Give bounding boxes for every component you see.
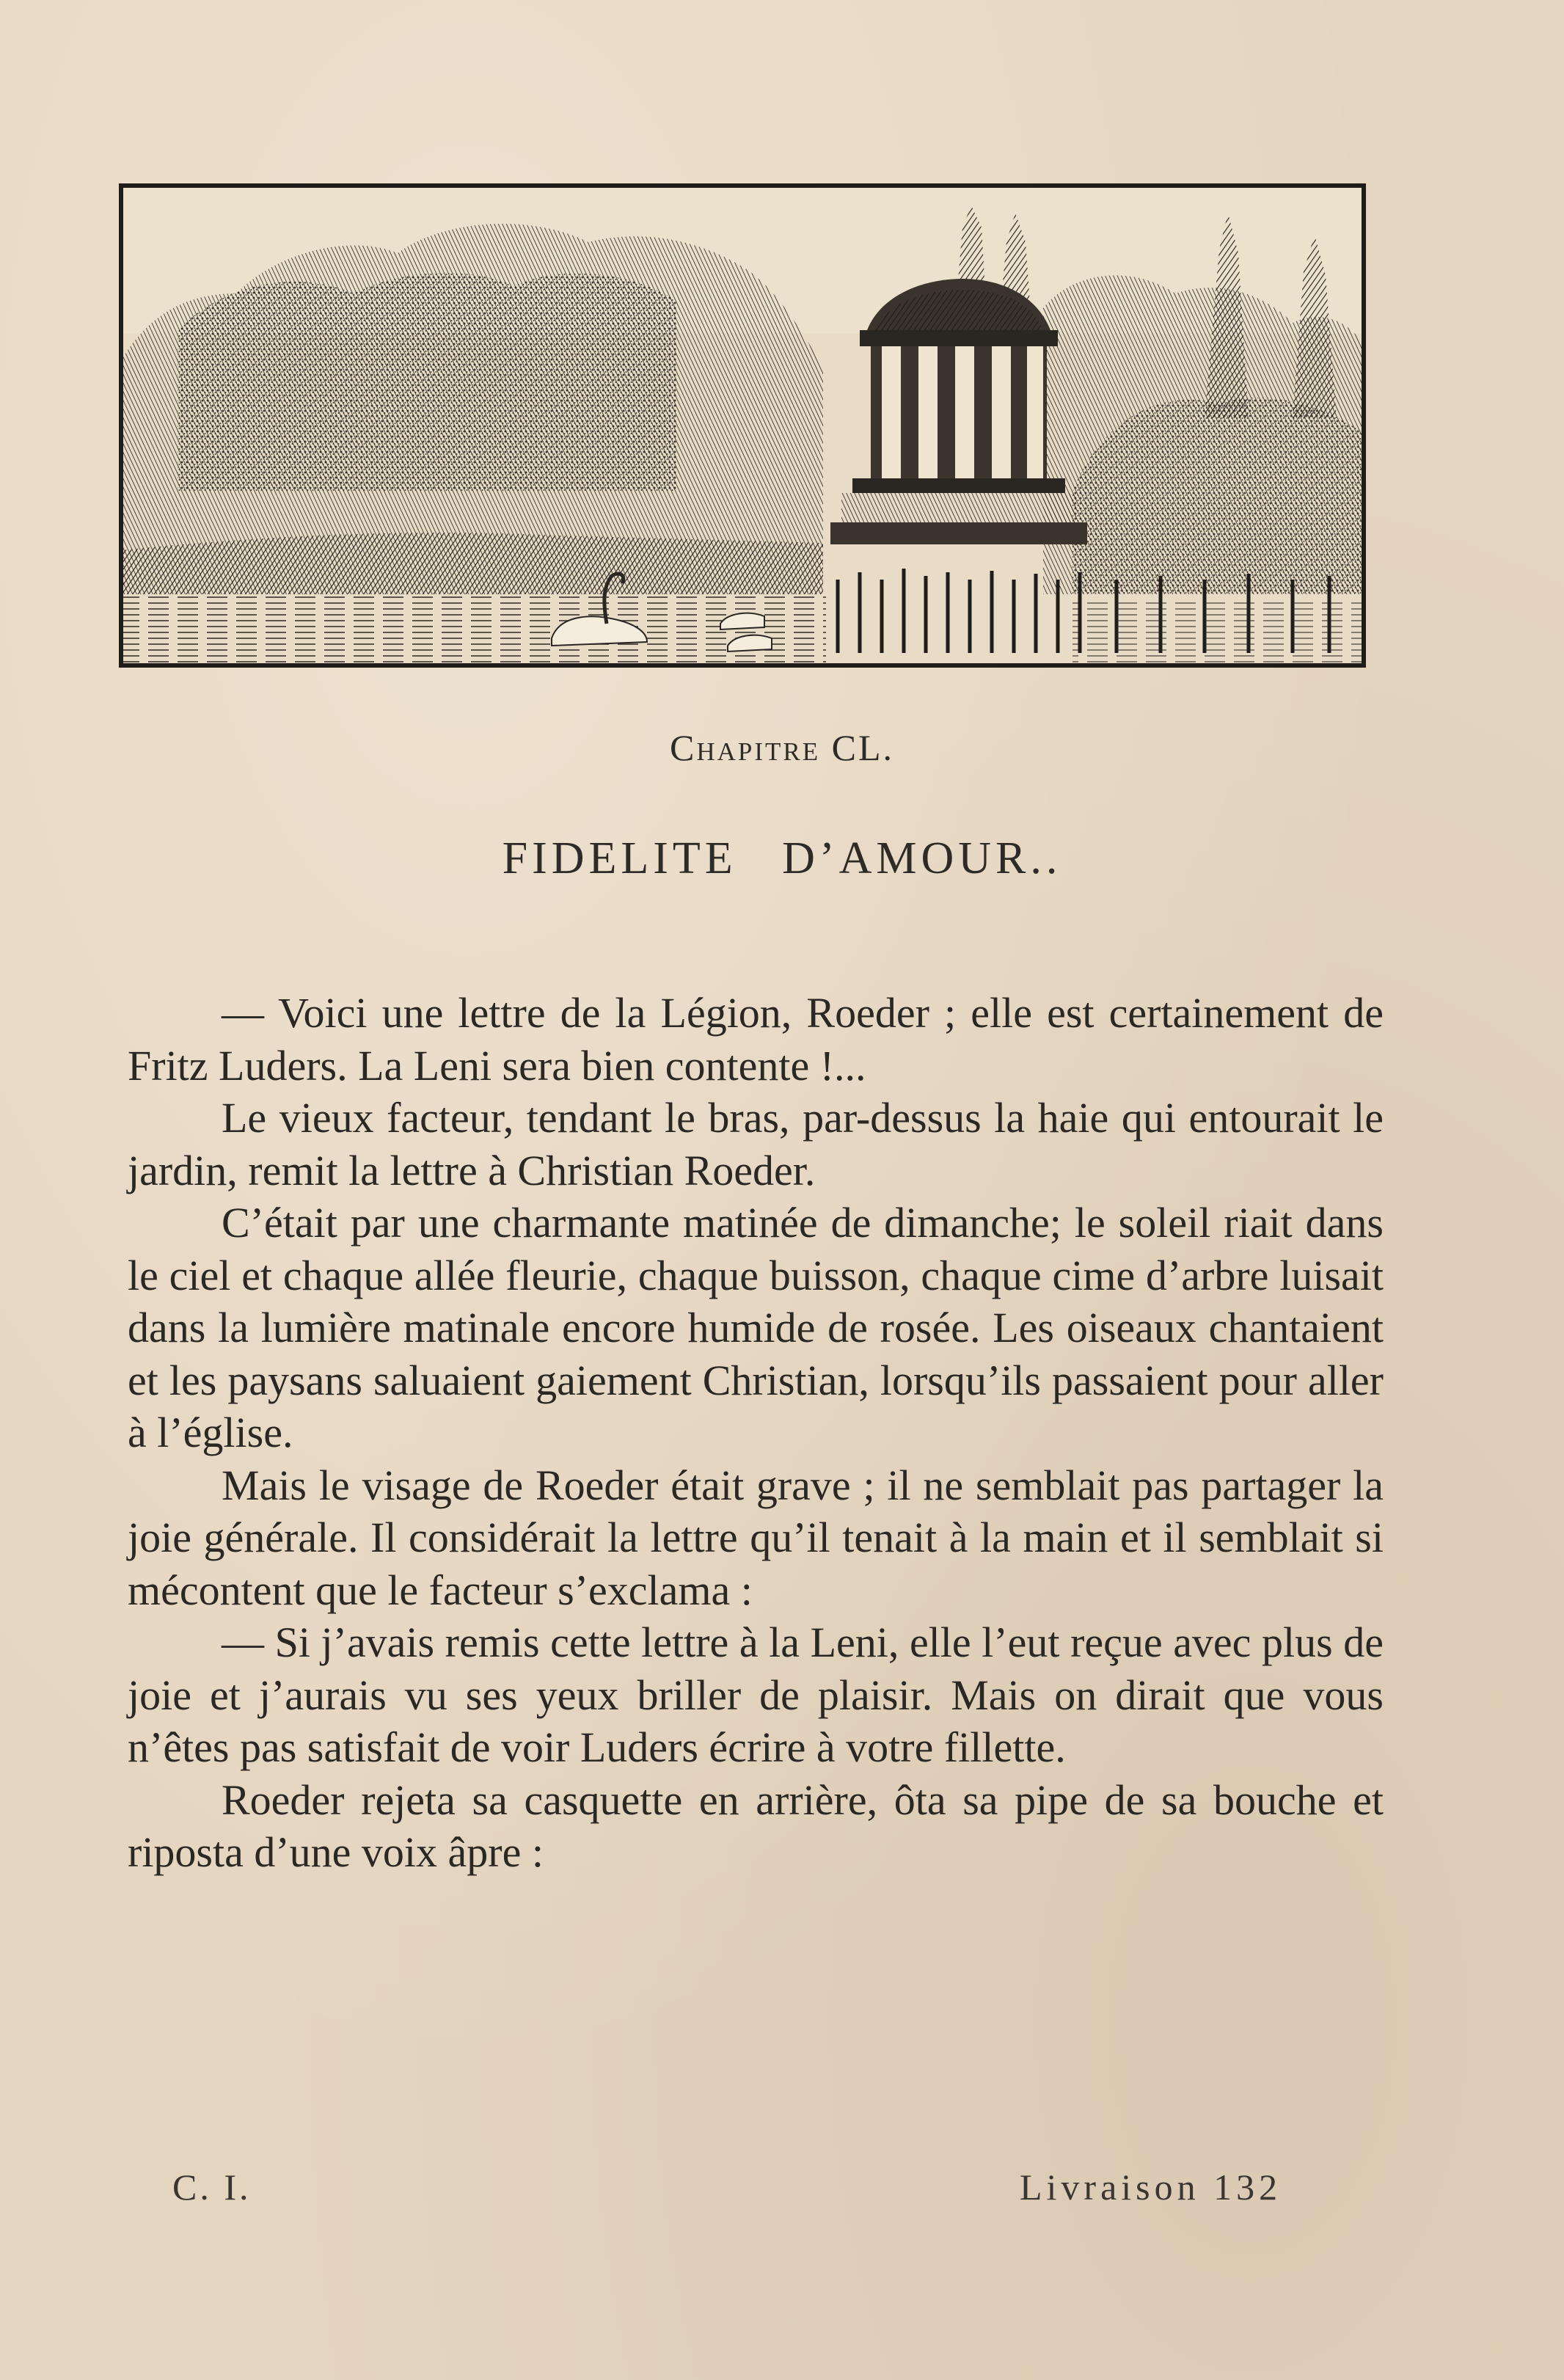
paragraph: C’était par une charmante matinée de dimanche; le soleil riait dans le ciel et chaque allée fleurie, chaque buisson, chaque cime d’arbre luisait dans la lumière matinale encore humide de rosée. Les oiseaux chantaient et les paysans saluaient gaiement Christian, lorsqu’ils passaient pour aller à l’église. — [128, 1199, 1384, 1456]
paragraph: Le vieux facteur, tendant le bras, par-dessus la haie qui entourait le jardin, remit la lettre à Christian Roeder. — [128, 1094, 1384, 1194]
garden-temple-engraving — [119, 183, 1366, 668]
paragraph: — Voici une lettre de la Légion, Roeder ; elle est certainement de Fritz Luders. La Leni sera bien contente !... — [128, 989, 1384, 1089]
chapter-title: FIDELITE D’AMOUR.. — [502, 833, 1062, 883]
body-text — [128, 987, 1384, 1879]
footer-issue-number: Livraison 132 — [1020, 2167, 1282, 2208]
chapter-label: Chapitre CL. — [669, 727, 895, 768]
paragraph: — Si j’avais remis cette lettre à la Leni, elle l’eut reçue avec plus de joie et j’aurais vu ses yeux briller de plaisir. Mais on dirait que vous n’êtes pas satisfait de voir Luders écrire à votre fillette. — [128, 1618, 1384, 1771]
paragraph: Roeder rejeta sa casquette en arrière, ôta sa pipe de sa bouche et riposta d’une voix âpre : — [128, 1775, 1384, 1876]
paragraph: Mais le visage de Roeder était grave ; il ne semblait pas partager la joie générale. Il considérait la lettre qu’il tenait à la main et il semblait si mécontent que le facteur s’exclama : — [128, 1461, 1384, 1614]
footer-signature: C. I. — [172, 2167, 252, 2208]
garden-temple-engraving-icon — [119, 183, 1366, 668]
